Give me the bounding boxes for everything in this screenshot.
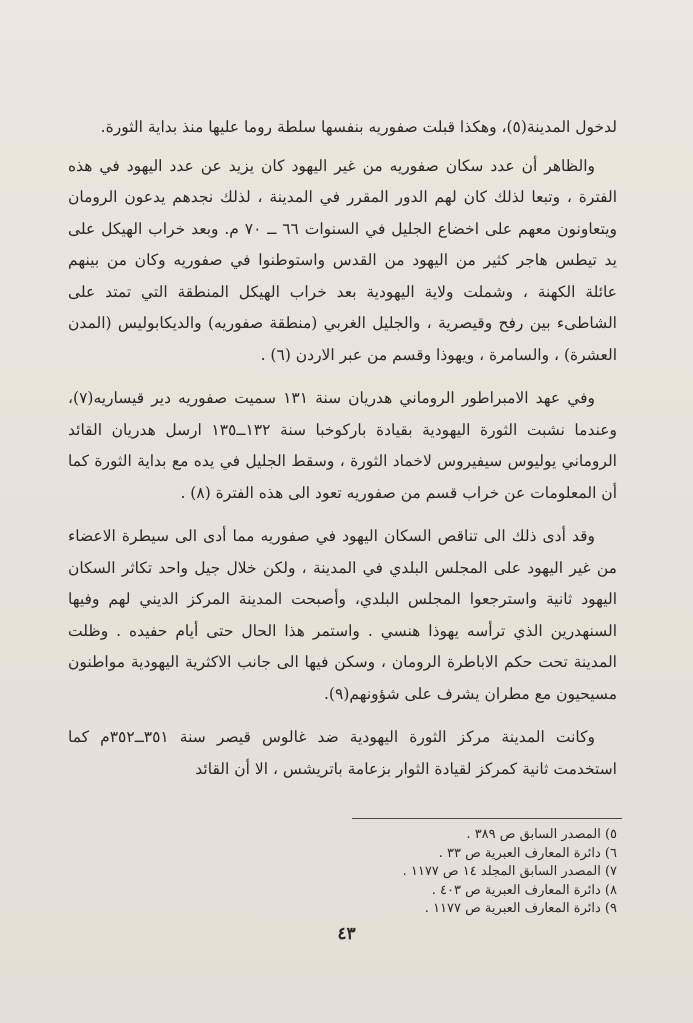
body-text	[68, 112, 617, 785]
footnote-8: ٨) دائرة المعارف العبرية ص ٤٠٣ .	[431, 882, 617, 898]
paragraph-1: لدخول المدينة(٥)، وهكذا قبلت صفوريه بنفسها سلطة روما عليها منذ بداية الثورة.	[100, 118, 617, 136]
footnote-7: ٧) المصدر السابق المجلد ١٤ ص ١١٧٧ .	[402, 864, 617, 879]
footnote-5: ٥) المصدر السابق ص ٣٨٩ .	[466, 827, 617, 842]
footnote-divider	[352, 818, 622, 819]
paragraph-4: وقد أدى ذلك الى تناقص السكان اليهود في صفوريه مما أدى الى سيطرة الاعضاء من غير اليهود على المجلس البلدي في المدينة ، ولكن خلال جيل واحد تكاثر السكان اليهود ثانية واسترجعوا المجلس البلدي، وأصبحت المدينة المركز الديني لهم وفيها السنهدرين الذي ترأسه يهوذا هنسي . واستمر هذا الحال حتى أيام حفيده . وظلت المدينة تحت حكم الاباطرة الرومان ، وسكن فيها الى جانب الاكثرية اليهودية مواطنون مسيحيون مع مطران يشرف على شؤونهم(٩).	[68, 527, 617, 703]
footnote-6: ٦) دائرة المعارف العبرية ص ٣٣ .	[438, 845, 617, 861]
footnote-9: ٩) دائرة المعارف العبرية ص ١١٧٧ .	[424, 901, 617, 916]
paragraph-3: وفي عهد الامبراطور الروماني هدريان سنة ١٣١ سميت صفوريه دير قيساريه(٧)، وعندما نشبت الثورة اليهودية بقيادة باركوخبا سنة ١٣٢ــ١٣٥ ارسل هدريان القائد الروماني يوليوس سيفيروس لاخماد الثورة ، وسقط الجليل في يده مع بداية الثورة كما أن المعلومات عن خراب قسم من صفوريه تعود الى هذه الفترة (٨) .	[68, 389, 618, 502]
page-number: ٤٣	[337, 924, 356, 944]
footnotes	[300, 826, 617, 919]
paragraph-2: والظاهر أن عدد سكان صفوريه من غير اليهود كان يزيد عن عدد اليهود في هذه الفترة ، وتبعا لذلك كان لهم الدور المقرر في المدينة ، لذلك نجدهم يدعون الرومان ويتعاونون معهم على اخضاع الجليل في السنوات ٦٦ ــ ٧٠ م. وبعد خراب الهيكل على يد تيطس هاجر كثير من اليهود من القدس واستوطنوا في صفوريه وكان من بينهم عائلة الكهنة ، وشملت ولاية اليهودية بعد خراب الهيكل المنطقة التي تمتد على الشاطىء بين رفح وقيصرية ، والجليل الغربي (منطقة صفوريه) والديكابوليس (المدن العشرة) ، والسامرة ، ويهوذا وقسم من عبر الاردن (٦) .	[68, 156, 618, 364]
paragraph-5: وكانت المدينة مركز الثورة اليهودية ضد غالوس قيصر سنة ٣٥١ــ٣٥٢م كما استخدمت ثانية كمركز لقيادة الثوار بزعامة باتريشس ، الا أن القائد	[68, 728, 617, 778]
